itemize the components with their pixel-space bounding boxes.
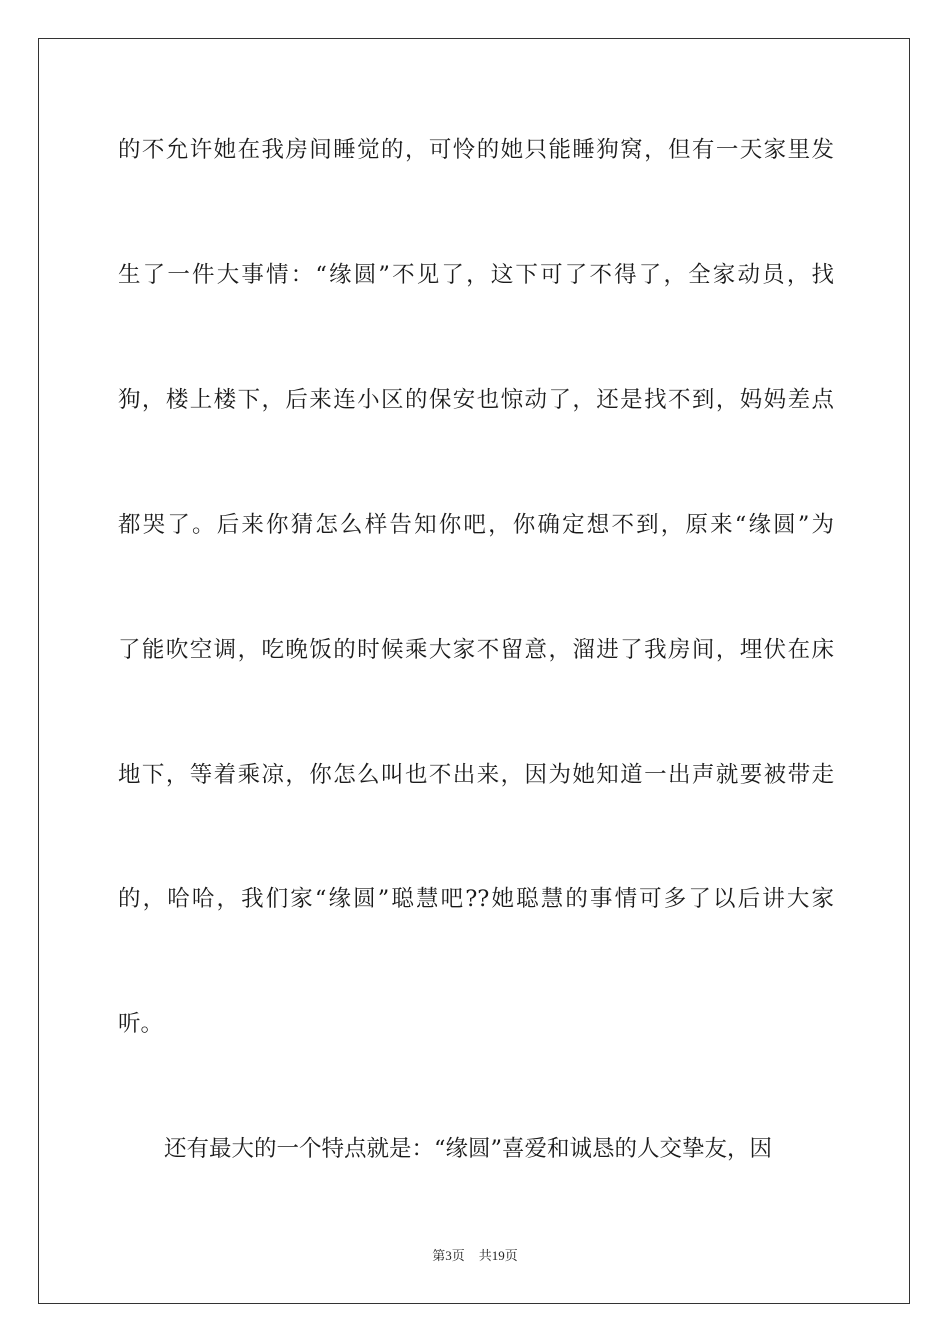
text-line: 了能吹空调，吃晚饭的时候乘大家不留意，溜进了我房间，埋伏在床 bbox=[118, 637, 834, 663]
page-number: 第3页 bbox=[432, 1248, 465, 1263]
text-line: 地下，等着乘凉，你怎么叫也不出来，因为她知道一出声就要被带走 bbox=[118, 762, 834, 788]
text-line: 生了一件大事情：“缘圆”不见了，这下可了不得了，全家动员，找 bbox=[118, 262, 834, 288]
page-footer bbox=[0, 1247, 950, 1265]
page-total: 共19页 bbox=[478, 1248, 518, 1263]
text-line: 的，哈哈，我们家“缘圆”聪慧吧??她聪慧的事情可多了以后讲大家 bbox=[118, 886, 834, 912]
text-line: 听。 bbox=[118, 1011, 164, 1037]
text-line: 的不允许她在我房间睡觉的，可怜的她只能睡狗窝，但有一天家里发 bbox=[118, 137, 834, 163]
text-line: 还有最大的一个特点就是：“缘圆”喜爱和诚恳的人交挚友，因 bbox=[164, 1136, 773, 1162]
text-line: 都哭了。后来你猜怎么样告知你吧，你确定想不到，原来“缘圆”为 bbox=[118, 512, 834, 538]
text-line: 狗，楼上楼下，后来连小区的保安也惊动了，还是找不到，妈妈差点 bbox=[118, 387, 834, 413]
page-frame bbox=[38, 38, 910, 1304]
